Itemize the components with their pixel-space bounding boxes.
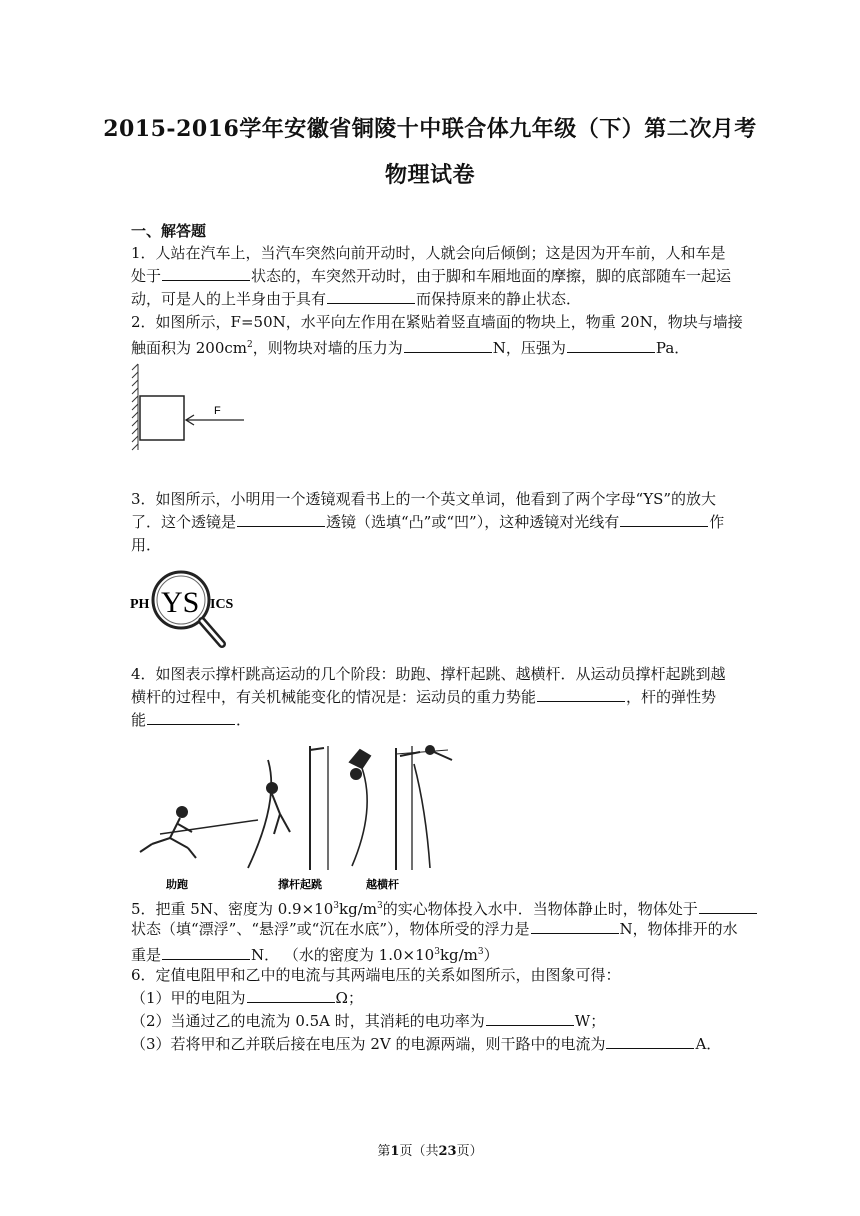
answer-blank[interactable] [537, 687, 625, 702]
page-number: 1 [390, 1144, 400, 1159]
q2-line2: 触面积为 $200cm^2$，则物块对墙的压力为 N，压强为 Pa． [131, 339, 690, 357]
answer-blank[interactable] [327, 289, 415, 304]
wall-block-figure [130, 362, 248, 452]
q1-line3: 动，可是人的上半身由于具有 而保持原来的静止状态． [131, 290, 582, 308]
answer-blank[interactable] [531, 919, 619, 934]
q1-line2: 处于 状态的，车突然开动时，由于脚和车厢地面的摩擦，脚的底部随车一起运 [131, 267, 732, 285]
page-total: 23 [438, 1144, 457, 1159]
block [140, 396, 184, 440]
takeoff-vaulter [248, 760, 290, 868]
q1-line1: 1．人站在汽车上，当汽车突然向前开动时，人就会向后倾倒；这是因为开车前，人和车是 [131, 244, 726, 262]
answer-blank[interactable] [620, 512, 708, 527]
q6-line4: （3）若将甲和乙并联后接在电压为 2V 的电源两端，则干路中的电流为 A． [131, 1035, 722, 1053]
answer-blank[interactable] [486, 1011, 574, 1026]
q4-line2: 横杆的过程中，有关机械能变化的情况是：运动员的重力势能 ，杆的弹性势 [131, 688, 717, 706]
magnifier-figure [130, 568, 242, 652]
q4-line3: 能 ． [131, 711, 252, 729]
page-title: 2015-2016学年安徽省铜陵十中联合体九年级（下）第二次月考 [103, 116, 757, 142]
answer-blank[interactable] [247, 988, 335, 1003]
pole-vault-figure [130, 740, 475, 890]
stage-label-clear: 越横杆 [366, 878, 399, 890]
answer-blank[interactable] [606, 1034, 694, 1049]
magnifier-text-big: YS [161, 586, 200, 619]
q5-line2: 状态（填“漂浮”、“悬浮”或“沉在水底”），物体所受的浮力是 N，物体排开的水 [131, 920, 738, 938]
q2-line1: 2．如图所示，F=50N，水平向左作用在紧贴着竖直墙面的物块上，物重 20N，物块与墙接 [131, 313, 743, 331]
page-subtitle: 物理试卷 [384, 162, 475, 188]
stage-label-takeoff: 撑杆起跳 [278, 878, 322, 890]
q3-line1: 3．如图所示，小明用一个透镜观看书上的一个英文单词，他看到了两个字母“YS”的放大 [131, 490, 717, 508]
q5-line3: 重是 N． （水的密度为 $1.0\times 10^3kg/m^3$） [131, 946, 499, 964]
q3-line2: 了．这个透镜是 透镜（选填“凸”或“凹”），这种透镜对光线有 作 [131, 513, 725, 531]
page-footer: 第1页（共23页） [377, 1144, 483, 1159]
section-heading: 一、解答题 [131, 222, 207, 240]
answer-blank[interactable] [699, 899, 757, 914]
magnifier-text-left: PH [130, 597, 150, 612]
q3-line3: 用． [131, 536, 162, 554]
answer-blank[interactable] [147, 710, 235, 725]
q6-line3: （2）当通过乙的电流为 0.5A 时，其消耗的电功率为 W； [131, 1012, 606, 1030]
q5-line1: 5．把重 5N、密度为 $0.9\times 10^3kg/m^3$的实心物体投入水中．当物体静止时，物体处于 [131, 896, 758, 919]
answer-blank[interactable] [237, 512, 325, 527]
q6-line1: 6．定值电阻甲和乙中的电流与其两端电压的关系如图所示，由图象可得： [131, 966, 621, 984]
clear-vaulter [400, 746, 452, 868]
force-label: F [214, 405, 221, 417]
flip-vaulter [350, 750, 370, 866]
stage-label-run: 助跑 [166, 878, 188, 890]
answer-blank[interactable] [404, 338, 492, 353]
wall-hatching [132, 364, 138, 450]
q6-line2: （1）甲的电阻为 Ω； [131, 989, 363, 1007]
answer-blank[interactable] [162, 266, 250, 281]
magnifier-text-right: ICS [210, 597, 234, 612]
q4-line1: 4．如图表示撑杆跳高运动的几个阶段：助跑、撑杆起跳、越横杆．从运动员撑杆起跳到越 [131, 665, 726, 683]
answer-blank[interactable] [162, 945, 250, 960]
answer-blank[interactable] [567, 338, 655, 353]
